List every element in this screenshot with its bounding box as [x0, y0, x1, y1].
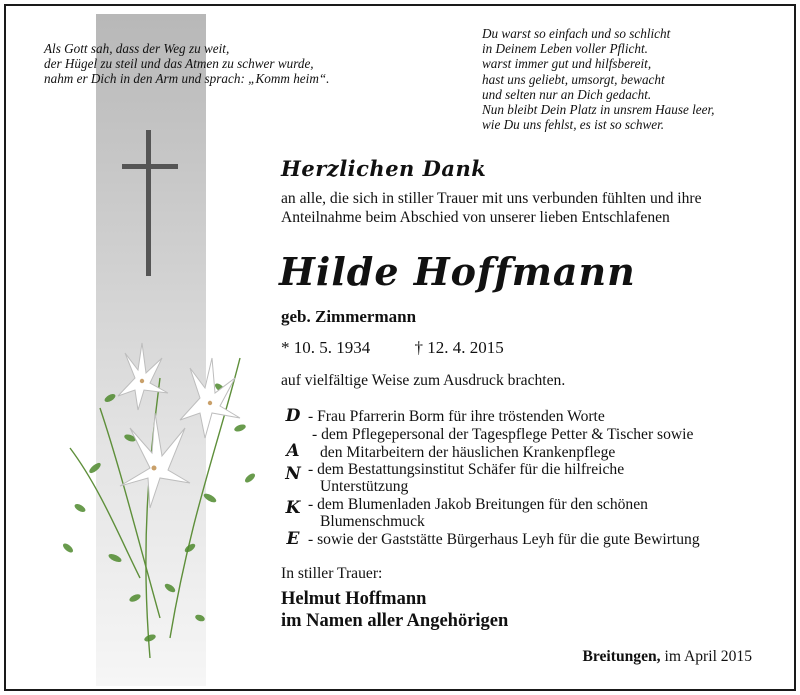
danke-line: - dem Pflegepersonal der Tagespflege Petter & Tischer sowie — [312, 426, 694, 443]
poem-line: warst immer gut und hilfsbereit, — [482, 56, 652, 72]
danke-line: - dem Bestattungsinstitut Schäfer für die hilfreiche — [308, 461, 625, 478]
death-date: † 12. 4. 2015 — [414, 338, 504, 357]
birth-date: * 10. 5. 1934 — [281, 338, 371, 357]
danke-line: Blumenschmuck — [320, 513, 425, 530]
danke-line: Unterstützung — [320, 478, 409, 495]
danke-line: den Mitarbeitern der häuslichen Krankenpflege — [320, 444, 616, 461]
thanks-heading: Herzlichen Dank — [281, 156, 487, 181]
cross-icon — [120, 130, 180, 276]
place: Breitungen, — [582, 648, 661, 665]
signer-note: im Namen aller Angehörigen — [281, 611, 509, 631]
signer-name: Helmut Hoffmann — [281, 589, 427, 609]
birth-name: geb. Zimmermann — [281, 307, 417, 326]
intro-line: an alle, die sich in stiller Trauer mit uns verbunden fühlten und ihre — [281, 190, 702, 207]
intro-line: Anteilnahme beim Abschied von unserer lieben Entschlafenen — [281, 208, 670, 226]
poem-line: Nun bleibt Dein Platz in unsrem Hause leer, — [482, 102, 715, 118]
danke-letter: D — [285, 406, 301, 426]
place-date — [582, 648, 752, 666]
poem-line: Als Gott sah, dass der Weg zu weit, — [44, 41, 230, 56]
danke-line: - sowie der Gaststätte Bürgerhaus Leyh für die gute Bewirtung — [308, 531, 700, 548]
lily-bouquet-illustration — [40, 318, 280, 678]
danke-line: - dem Blumenladen Jakob Breitungen für den schönen — [308, 496, 648, 513]
danke-line: - Frau Pfarrerin Borm für ihre tröstenden Worte — [308, 408, 605, 425]
expressed-text: auf vielfältige Weise zum Ausdruck brachten. — [281, 372, 566, 389]
poem-line: Du warst so einfach und so schlicht — [482, 26, 671, 41]
mourning-label: In stiller Trauer: — [281, 565, 383, 582]
deceased-name: Hilde Hoffmann — [279, 249, 636, 294]
poem-line: und selten nur an Dich gedacht. — [482, 86, 652, 102]
signer-block — [281, 588, 508, 632]
danke-letter: N — [285, 464, 301, 484]
poem-line: der Hügel zu steil und das Atmen zu schwer wurde, — [44, 56, 314, 71]
intro-text — [281, 190, 781, 227]
danke-letter: E — [286, 529, 300, 549]
life-dates — [281, 338, 504, 358]
poem-line: hast uns geliebt, umsorgt, bewacht — [482, 71, 665, 87]
poem-line: in Deinem Leben voller Pflicht. — [482, 41, 648, 57]
poem-line: nahm er Dich in den Arm und sprach: „Komm heim“. — [44, 71, 330, 86]
poem-right — [482, 26, 782, 132]
date: im April 2015 — [664, 648, 752, 665]
danke-letter: K — [285, 498, 301, 518]
danke-letter: A — [286, 441, 300, 461]
poem-left — [44, 41, 404, 86]
poem-line: wie Du uns fehlst, es ist so schwer. — [482, 117, 665, 133]
